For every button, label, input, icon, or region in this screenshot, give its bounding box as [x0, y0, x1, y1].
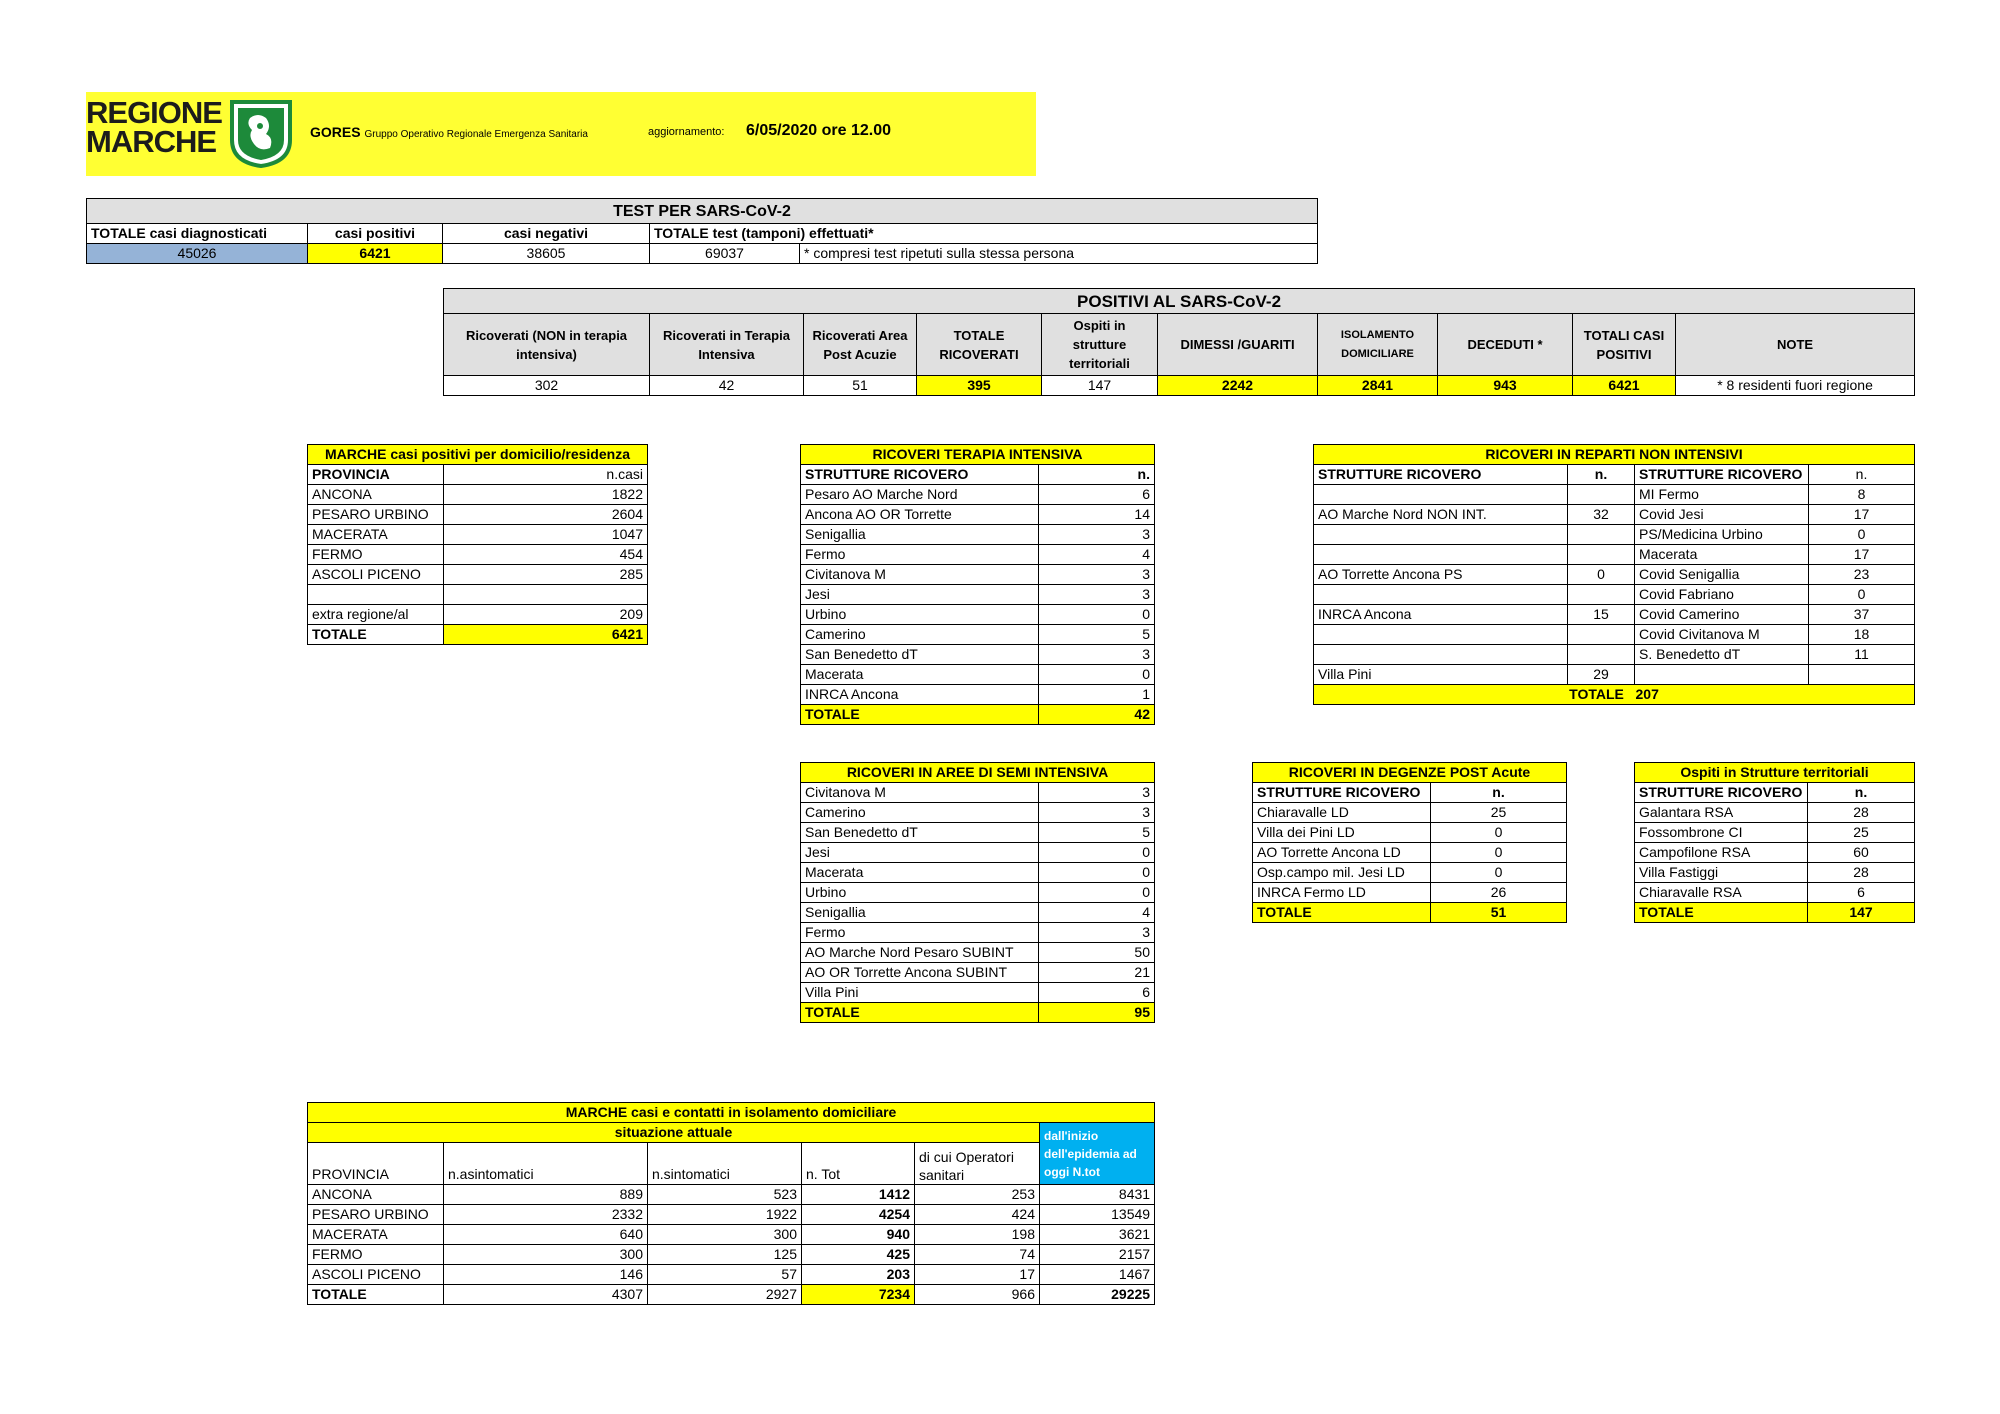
test-header-positivi: casi positivi: [308, 224, 443, 244]
cell: 18: [1809, 625, 1915, 645]
positivi-header-2: Ricoverati Area Post Acuzie: [804, 314, 917, 376]
ti-total-label: TOTALE: [801, 705, 1039, 725]
cell: 3: [1039, 803, 1155, 823]
table-row: [801, 585, 1155, 605]
test-header-total: TOTALE casi diagnosticati: [87, 224, 308, 244]
non-intensivi-table: [1313, 444, 1915, 705]
positivi-value-3: 395: [917, 376, 1042, 396]
positivi-header-9: NOTE: [1676, 314, 1915, 376]
cell: 285: [444, 565, 648, 585]
cell: 4254: [802, 1205, 915, 1225]
table-row: [308, 565, 648, 585]
cell: 17: [1809, 505, 1915, 525]
cell: AO Torrette Ancona LD: [1253, 843, 1431, 863]
pa-col-name: STRUTTURE RICOVERO: [1253, 783, 1431, 803]
table-row: [1635, 803, 1915, 823]
positivi-value-2: 51: [804, 376, 917, 396]
table-row: [1253, 883, 1567, 903]
iso-header-provincia: PROVINCIA: [308, 1143, 444, 1185]
cell: Covid Camerino: [1635, 605, 1809, 625]
cell: [1568, 645, 1635, 665]
positivi-header-8: TOTALI CASI POSITIVI: [1573, 314, 1676, 376]
ni-col2: n.: [1568, 465, 1635, 485]
table-row: [801, 665, 1155, 685]
cell: extra regione/al: [308, 605, 444, 625]
cell: INRCA Ancona: [801, 685, 1039, 705]
iso-header-sintomatici: n.sintomatici: [648, 1143, 802, 1185]
table-row: [308, 1225, 1155, 1245]
positivi-value-8: 6421: [1573, 376, 1676, 396]
cell: Villa Fastiggi: [1635, 863, 1808, 883]
cell: ANCONA: [308, 1185, 444, 1205]
test-value-negativi: 38605: [443, 244, 650, 264]
cell: PS/Medicina Urbino: [1635, 525, 1809, 545]
cell: AO Marche Nord Pesaro SUBINT: [801, 943, 1039, 963]
positivi-header-6: ISOLAMENTO DOMICILIARE: [1318, 314, 1438, 376]
cell: San Benedetto dT: [801, 823, 1039, 843]
cell: INRCA Fermo LD: [1253, 883, 1431, 903]
table-row: [1314, 665, 1915, 685]
table-row: [1635, 843, 1915, 863]
table-row: [1314, 645, 1915, 665]
cell: ASCOLI PICENO: [308, 1265, 444, 1285]
test-value-tamponi: 69037: [650, 244, 800, 264]
cell: 0: [1039, 665, 1155, 685]
cell: Pesaro AO Marche Nord: [801, 485, 1039, 505]
positivi-value-4: 147: [1042, 376, 1158, 396]
positivi-value-5: 2242: [1158, 376, 1318, 396]
table-row: [1314, 545, 1915, 565]
ni-col4: n.: [1809, 465, 1915, 485]
cell: 0: [1039, 883, 1155, 903]
cell: Ancona AO OR Torrette: [801, 505, 1039, 525]
table-row: [801, 923, 1155, 943]
cell: 5: [1039, 625, 1155, 645]
positivi-header-1: Ricoverati in Terapia Intensiva: [650, 314, 804, 376]
test-value-positivi: 6421: [308, 244, 443, 264]
territoriali-table: [1634, 762, 1915, 923]
cell: 1: [1039, 685, 1155, 705]
table-row: [801, 565, 1155, 585]
positivi-title: POSITIVI AL SARS-CoV-2: [444, 289, 1915, 314]
positivi-value-7: 943: [1438, 376, 1573, 396]
terr-total-label: TOTALE: [1635, 903, 1808, 923]
semi-intensiva-table: [800, 762, 1155, 1023]
si-total-label: TOTALE: [801, 1003, 1039, 1023]
positivi-note: * 8 residenti fuori regione: [1676, 376, 1915, 396]
cell: 889: [444, 1185, 648, 1205]
cell: [1568, 485, 1635, 505]
table-row: [801, 525, 1155, 545]
regione-marche-logo: [86, 95, 222, 159]
cell: 17: [915, 1265, 1040, 1285]
table-row: [1314, 485, 1915, 505]
cell: FERMO: [308, 1245, 444, 1265]
cell: 6: [1808, 883, 1915, 903]
cell: 0: [1809, 585, 1915, 605]
table-row: [801, 903, 1155, 923]
cell: 3: [1039, 585, 1155, 605]
cell: 300: [648, 1225, 802, 1245]
cell: 29225: [1040, 1285, 1155, 1305]
cell: [1314, 625, 1568, 645]
table-row: [308, 1185, 1155, 1205]
terr-total-value: 147: [1808, 903, 1915, 923]
cell: Camerino: [801, 625, 1039, 645]
cell: 6: [1039, 485, 1155, 505]
cell: Macerata: [801, 863, 1039, 883]
cell: 4: [1039, 545, 1155, 565]
cell: Senigallia: [801, 903, 1039, 923]
cell: [1314, 545, 1568, 565]
table-row: [1314, 565, 1915, 585]
cell: 25: [1808, 823, 1915, 843]
cell: 21: [1039, 963, 1155, 983]
cell: 11: [1809, 645, 1915, 665]
cell: 5: [1039, 823, 1155, 843]
table-row: [308, 485, 648, 505]
header-band: [86, 92, 1036, 176]
cell: 50: [1039, 943, 1155, 963]
cell: 1467: [1040, 1265, 1155, 1285]
cell: 0: [1431, 843, 1567, 863]
positivi-header-5: DIMESSI /GUARITI: [1158, 314, 1318, 376]
cell: 1822: [444, 485, 648, 505]
ni-title: RICOVERI IN REPARTI NON INTENSIVI: [1314, 445, 1915, 465]
cell: 4307: [444, 1285, 648, 1305]
cell: San Benedetto dT: [801, 645, 1039, 665]
cell: 32: [1568, 505, 1635, 525]
cell: Villa Pini: [1314, 665, 1568, 685]
test-note: * compresi test ripetuti sulla stessa persona: [800, 244, 1318, 264]
cell: 17: [1809, 545, 1915, 565]
cell: 424: [915, 1205, 1040, 1225]
cell: 1412: [802, 1185, 915, 1205]
cell: 13549: [1040, 1205, 1155, 1225]
table-row: [1314, 625, 1915, 645]
table-row-total: [308, 1285, 1155, 1305]
table-row: [801, 943, 1155, 963]
table-row: [801, 983, 1155, 1003]
cell: Chiaravalle RSA: [1635, 883, 1808, 903]
table-row: [801, 625, 1155, 645]
table-row: [308, 605, 648, 625]
cell: 523: [648, 1185, 802, 1205]
table-row: [801, 545, 1155, 565]
test-header-tamponi: TOTALE test (tamponi) effettuati*: [650, 224, 1318, 244]
cell: 2604: [444, 505, 648, 525]
cell: ANCONA: [308, 485, 444, 505]
pa-total-value: 51: [1431, 903, 1567, 923]
cell: 940: [802, 1225, 915, 1245]
ni-col1: STRUTTURE RICOVERO: [1314, 465, 1568, 485]
cell: AO Torrette Ancona PS: [1314, 565, 1568, 585]
cell: [1568, 625, 1635, 645]
cell: 37: [1809, 605, 1915, 625]
cell: Fermo: [801, 545, 1039, 565]
cell: PESARO URBINO: [308, 505, 444, 525]
table-row: [1253, 863, 1567, 883]
cell: 0: [1039, 863, 1155, 883]
iso-header-asintomatici: n.asintomatici: [444, 1143, 648, 1185]
cell: Osp.campo mil. Jesi LD: [1253, 863, 1431, 883]
cell: 203: [802, 1265, 915, 1285]
terr-col-count: n.: [1808, 783, 1915, 803]
cell: Campofilone RSA: [1635, 843, 1808, 863]
cell: 26: [1431, 883, 1567, 903]
cell: 29: [1568, 665, 1635, 685]
terapia-intensiva-table: [800, 444, 1155, 725]
table-row: [1253, 803, 1567, 823]
table-row: [308, 585, 648, 605]
cell: Senigallia: [801, 525, 1039, 545]
table-row: [801, 605, 1155, 625]
logo-line-1: REGIONE: [86, 95, 222, 130]
pa-title: RICOVERI IN DEGENZE POST Acute: [1253, 763, 1567, 783]
table-row: [308, 525, 648, 545]
cell: 6: [1039, 983, 1155, 1003]
cell: 253: [915, 1185, 1040, 1205]
table-row: [308, 1245, 1155, 1265]
cell: PESARO URBINO: [308, 1205, 444, 1225]
test-value-total: 45026: [87, 244, 308, 264]
test-title: TEST PER SARS-CoV-2: [87, 199, 1318, 224]
ti-col-name: STRUTTURE RICOVERO: [801, 465, 1039, 485]
table-row: [1314, 525, 1915, 545]
cell: 14: [1039, 505, 1155, 525]
cell: Fermo: [801, 923, 1039, 943]
org-label: [310, 124, 588, 140]
cell: Jesi: [801, 843, 1039, 863]
cell: [1568, 525, 1635, 545]
cell: S. Benedetto dT: [1635, 645, 1809, 665]
table-row: [308, 545, 648, 565]
cell: 60: [1808, 843, 1915, 863]
cell: 966: [915, 1285, 1040, 1305]
table-row: [801, 803, 1155, 823]
cell: Macerata: [1635, 545, 1809, 565]
table-row: [308, 1265, 1155, 1285]
positivi-header-7: DECEDUTI *: [1438, 314, 1573, 376]
positivi-value-1: 42: [650, 376, 804, 396]
table-row: [1635, 823, 1915, 843]
cell: [308, 585, 444, 605]
table-row: [308, 505, 648, 525]
cell: Covid Jesi: [1635, 505, 1809, 525]
cell: 7234: [802, 1285, 915, 1305]
table-row: [1314, 585, 1915, 605]
cell: 3621: [1040, 1225, 1155, 1245]
table-row: [308, 1205, 1155, 1225]
table-row: [801, 863, 1155, 883]
table-row: [801, 823, 1155, 843]
cell: [1568, 585, 1635, 605]
iso-title: MARCHE casi e contatti in isolamento domiciliare: [308, 1103, 1155, 1123]
cell: [1635, 665, 1809, 685]
cell: 1922: [648, 1205, 802, 1225]
table-row: [801, 783, 1155, 803]
cell: INRCA Ancona: [1314, 605, 1568, 625]
positivi-header-4: Ospiti in strutture territoriali: [1042, 314, 1158, 376]
ni-col3: STRUTTURE RICOVERO: [1635, 465, 1809, 485]
terr-title: Ospiti in Strutture territoriali: [1635, 763, 1915, 783]
cell: 2157: [1040, 1245, 1155, 1265]
cell: 3: [1039, 783, 1155, 803]
org-full: Gruppo Operativo Regionale Emergenza Sanitaria: [364, 129, 588, 140]
cell: 8431: [1040, 1185, 1155, 1205]
positivi-table: [443, 288, 1915, 396]
cell: 425: [802, 1245, 915, 1265]
positivi-header-0: Ricoverati (NON in terapia intensiva): [444, 314, 650, 376]
terr-col-name: STRUTTURE RICOVERO: [1635, 783, 1808, 803]
cell: 300: [444, 1245, 648, 1265]
cell: 454: [444, 545, 648, 565]
cell: Fossombrone CI: [1635, 823, 1808, 843]
table-row: [801, 685, 1155, 705]
table-row: [801, 645, 1155, 665]
cell: 146: [444, 1265, 648, 1285]
cell: 209: [444, 605, 648, 625]
cell: [1314, 645, 1568, 665]
cell: AO Marche Nord NON INT.: [1314, 505, 1568, 525]
iso-header-operatori: di cui Operatori sanitari: [915, 1143, 1040, 1185]
pa-total-label: TOTALE: [1253, 903, 1431, 923]
ti-total-value: 42: [1039, 705, 1155, 725]
cell: FERMO: [308, 545, 444, 565]
provincia-table: [307, 444, 648, 645]
cell: Galantara RSA: [1635, 803, 1808, 823]
cell: 1047: [444, 525, 648, 545]
positivi-value-0: 302: [444, 376, 650, 396]
cell: 2927: [648, 1285, 802, 1305]
iso-header-tot: n. Tot: [802, 1143, 915, 1185]
ti-title: RICOVERI TERAPIA INTENSIVA: [801, 445, 1155, 465]
provincia-total-label: TOTALE: [308, 625, 444, 645]
cell: MI Fermo: [1635, 485, 1809, 505]
cell: 4: [1039, 903, 1155, 923]
cell: Covid Civitanova M: [1635, 625, 1809, 645]
provincia-title: MARCHE casi positivi per domicilio/residenza: [308, 445, 648, 465]
logo-line-2: MARCHE: [86, 124, 217, 159]
update-label: aggiornamento:: [648, 126, 725, 138]
cell: Jesi: [801, 585, 1039, 605]
table-row: [1253, 823, 1567, 843]
cell: 3: [1039, 565, 1155, 585]
table-row: [801, 963, 1155, 983]
table-row: [801, 485, 1155, 505]
cell: [1314, 585, 1568, 605]
cell: 0: [1568, 565, 1635, 585]
cell: AO OR Torrette Ancona SUBINT: [801, 963, 1039, 983]
ni-total: TOTALE 207: [1314, 685, 1915, 705]
table-row: [801, 505, 1155, 525]
iso-side-header: dall'inizio dell'epidemia ad oggi N.tot: [1040, 1123, 1155, 1185]
provincia-col-count: n.casi: [444, 465, 648, 485]
cell: Urbino: [801, 883, 1039, 903]
cell: 0: [1431, 863, 1567, 883]
cell: 198: [915, 1225, 1040, 1245]
positivi-header-3: TOTALE RICOVERATI: [917, 314, 1042, 376]
cell: Macerata: [801, 665, 1039, 685]
marche-shield-icon: [230, 100, 292, 168]
cell: TOTALE: [308, 1285, 444, 1305]
cell: ASCOLI PICENO: [308, 565, 444, 585]
cell: [1809, 665, 1915, 685]
provincia-col-name: PROVINCIA: [308, 465, 444, 485]
cell: 125: [648, 1245, 802, 1265]
test-table: [86, 198, 1318, 264]
org-short: GORES: [310, 124, 361, 140]
cell: Covid Senigallia: [1635, 565, 1809, 585]
table-row: [1314, 605, 1915, 625]
table-row: [1635, 863, 1915, 883]
cell: 23: [1809, 565, 1915, 585]
cell: 15: [1568, 605, 1635, 625]
cell: MACERATA: [308, 525, 444, 545]
post-acute-table: [1252, 762, 1567, 923]
positivi-value-6: 2841: [1318, 376, 1438, 396]
cell: Camerino: [801, 803, 1039, 823]
cell: 0: [1039, 843, 1155, 863]
iso-subtitle: situazione attuale: [308, 1123, 1040, 1143]
cell: 28: [1808, 863, 1915, 883]
cell: MACERATA: [308, 1225, 444, 1245]
update-date: 6/05/2020 ore 12.00: [746, 122, 892, 139]
cell: 28: [1808, 803, 1915, 823]
cell: 0: [1431, 823, 1567, 843]
pa-col-count: n.: [1431, 783, 1567, 803]
cell: 74: [915, 1245, 1040, 1265]
table-row: [1253, 843, 1567, 863]
table-row: [801, 843, 1155, 863]
cell: [1568, 545, 1635, 565]
ti-col-count: n.: [1039, 465, 1155, 485]
cell: Villa dei Pini LD: [1253, 823, 1431, 843]
cell: 0: [1039, 605, 1155, 625]
cell: [1314, 525, 1568, 545]
table-row: [1635, 883, 1915, 903]
test-header-negativi: casi negativi: [443, 224, 650, 244]
table-row: [1314, 505, 1915, 525]
cell: 25: [1431, 803, 1567, 823]
cell: 3: [1039, 645, 1155, 665]
cell: Covid Fabriano: [1635, 585, 1809, 605]
cell: 3: [1039, 525, 1155, 545]
cell: 2332: [444, 1205, 648, 1225]
provincia-total-value: 6421: [444, 625, 648, 645]
table-row: [801, 883, 1155, 903]
cell: 640: [444, 1225, 648, 1245]
cell: Villa Pini: [801, 983, 1039, 1003]
cell: Civitanova M: [801, 565, 1039, 585]
cell: 8: [1809, 485, 1915, 505]
si-title: RICOVERI IN AREE DI SEMI INTENSIVA: [801, 763, 1155, 783]
cell: Chiaravalle LD: [1253, 803, 1431, 823]
isolamento-table: [307, 1102, 1155, 1305]
cell: 0: [1809, 525, 1915, 545]
si-total-value: 95: [1039, 1003, 1155, 1023]
cell: 57: [648, 1265, 802, 1285]
cell: [1314, 485, 1568, 505]
cell: Urbino: [801, 605, 1039, 625]
cell: 3: [1039, 923, 1155, 943]
cell: Civitanova M: [801, 783, 1039, 803]
cell: [444, 585, 648, 605]
